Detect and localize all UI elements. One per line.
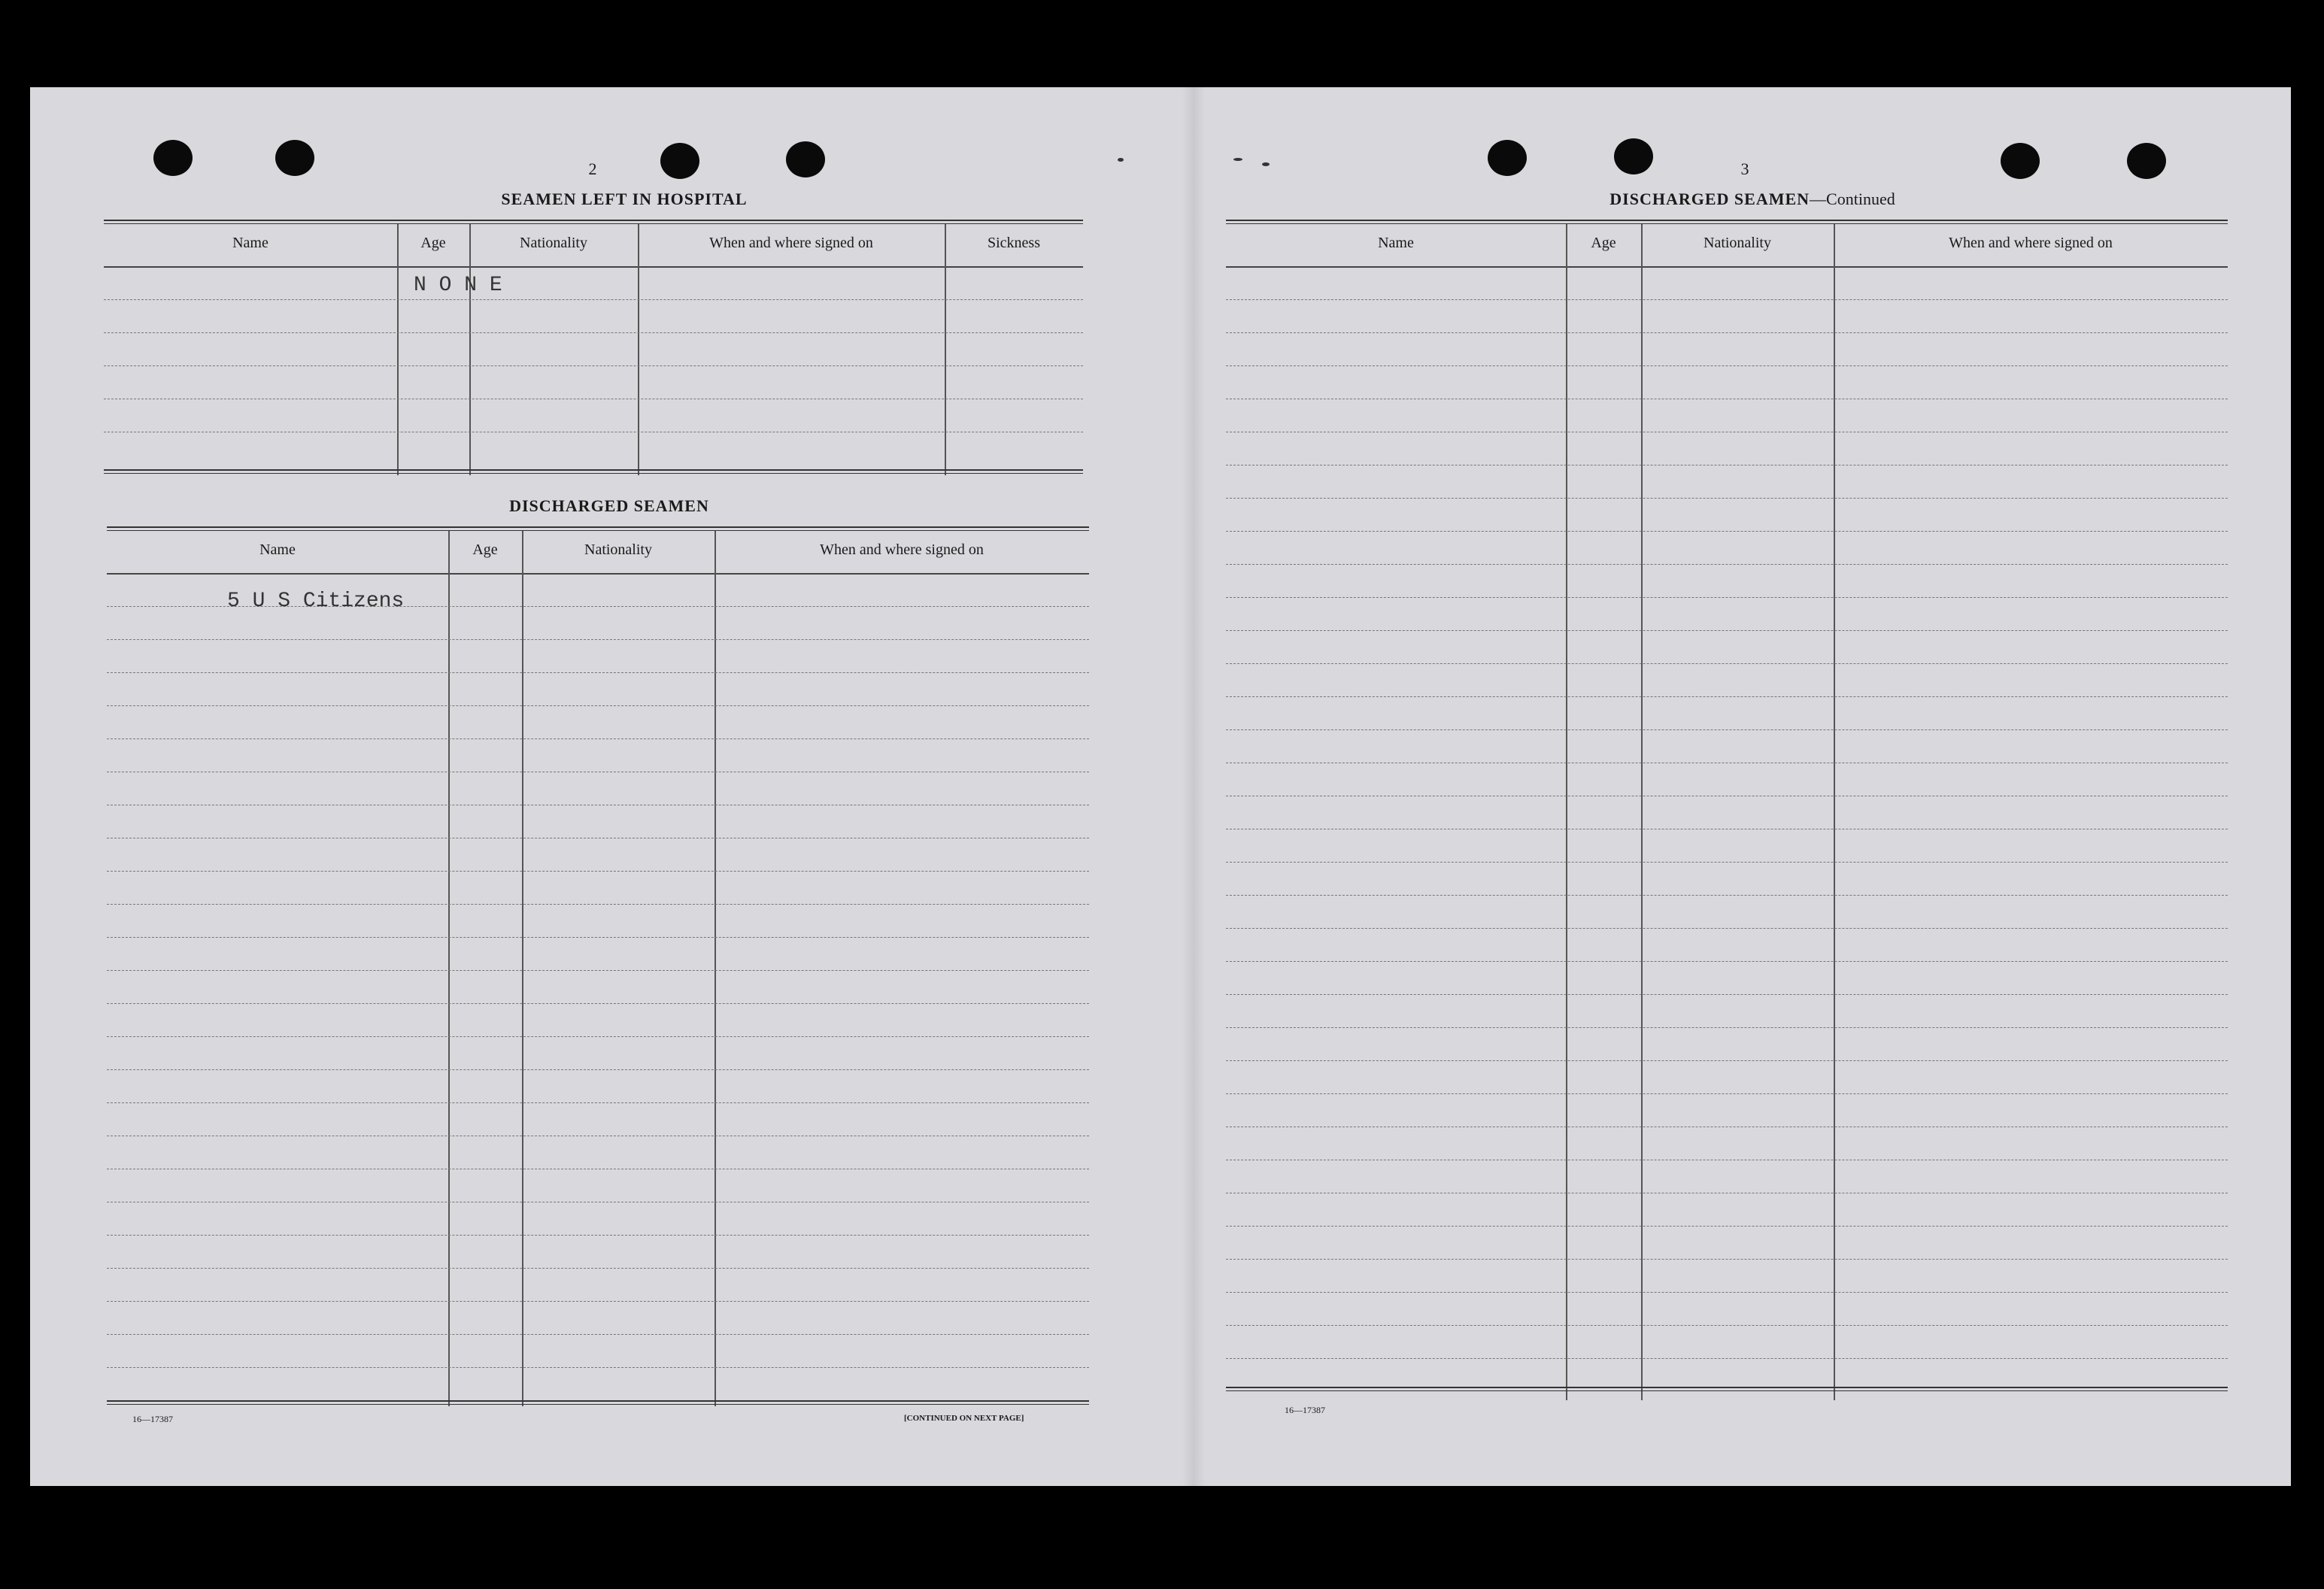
- form-number: 16—17387: [132, 1414, 173, 1424]
- table-row: [107, 1102, 1089, 1103]
- table-row: [107, 738, 1089, 739]
- right-page: [1203, 87, 2291, 1486]
- page-number: 3: [1740, 159, 1749, 178]
- table-row: [1226, 630, 2228, 631]
- table-row: [1226, 597, 2228, 598]
- table-row: [1226, 498, 2228, 499]
- column-header-age: Age: [1591, 235, 1616, 251]
- table-row: [104, 332, 1083, 333]
- table-row: [107, 1367, 1089, 1368]
- column-header-name: Name: [259, 541, 296, 558]
- column-header-age: Age: [420, 235, 446, 251]
- table-row: [107, 904, 1089, 905]
- discharged-continued-table: [1226, 220, 2228, 1400]
- table-row: [1226, 1325, 2228, 1326]
- column-header-nationality: Nationality: [520, 235, 587, 251]
- table-row: [1226, 663, 2228, 664]
- column-header-name: Name: [232, 235, 269, 251]
- column-header-name: Name: [1378, 235, 1414, 251]
- table-row: [1226, 862, 2228, 863]
- table-row: [1226, 928, 2228, 929]
- table-row: [107, 937, 1089, 938]
- table-row: [107, 672, 1089, 673]
- table-row: [1226, 961, 2228, 962]
- table-row: [107, 1069, 1089, 1070]
- column-header-signed-on: When and where signed on: [820, 541, 984, 558]
- table-row: [1226, 1027, 2228, 1028]
- column-header-sickness: Sickness: [988, 235, 1040, 251]
- table-row: [107, 970, 1089, 971]
- document-sheet: [30, 87, 2291, 1486]
- table-row: [107, 1036, 1089, 1037]
- title-text: DISCHARGED SEAMEN: [1610, 190, 1810, 208]
- table-row: [1226, 994, 2228, 995]
- page-number: 2: [588, 159, 597, 178]
- column-header-nationality: Nationality: [584, 541, 652, 558]
- hospital-section-title: SEAMEN LEFT IN HOSPITAL: [501, 190, 748, 208]
- table-row: [1226, 299, 2228, 300]
- continued-note: [CONTINUED ON NEXT PAGE]: [904, 1414, 1024, 1423]
- table-row: [104, 365, 1083, 366]
- table-row: [1226, 729, 2228, 730]
- table-row: [1226, 332, 2228, 333]
- title-suffix: —Continued: [1810, 190, 1895, 208]
- form-number: 16—17387: [1285, 1405, 1325, 1415]
- table-row: [107, 705, 1089, 706]
- table-row: [1226, 365, 2228, 366]
- table-row: [1226, 895, 2228, 896]
- table-row: [1226, 1226, 2228, 1227]
- table-row: [107, 1301, 1089, 1302]
- table-row: [1226, 564, 2228, 565]
- table-row: [1226, 1292, 2228, 1293]
- table-row: [104, 299, 1083, 300]
- discharged-table: [107, 526, 1089, 1406]
- hospital-table: [104, 220, 1083, 475]
- table-row: [107, 1268, 1089, 1269]
- table-row: [1226, 1060, 2228, 1061]
- table-row: [107, 1334, 1089, 1335]
- page-fold: [1182, 87, 1205, 1486]
- table-row: [1226, 531, 2228, 532]
- table-row: [1226, 1259, 2228, 1260]
- column-header-nationality: Nationality: [1704, 235, 1771, 251]
- table-row: [107, 1003, 1089, 1004]
- table-row: [107, 1235, 1089, 1236]
- discharged-section-title: DISCHARGED SEAMEN: [509, 496, 709, 515]
- table-row: [1226, 696, 2228, 697]
- column-header-age: Age: [472, 541, 498, 558]
- left-page: [30, 87, 1181, 1486]
- hospital-entry: N O N E: [414, 274, 502, 297]
- discharged-entry: 5 U S Citizens: [227, 590, 405, 613]
- table-row: [1226, 1093, 2228, 1094]
- table-row: [107, 871, 1089, 872]
- discharged-continued-title: [1534, 190, 1971, 209]
- column-header-signed-on: When and where signed on: [709, 235, 873, 251]
- column-header-signed-on: When and where signed on: [1949, 235, 2113, 251]
- table-row: [1226, 1358, 2228, 1359]
- table-row: [107, 639, 1089, 640]
